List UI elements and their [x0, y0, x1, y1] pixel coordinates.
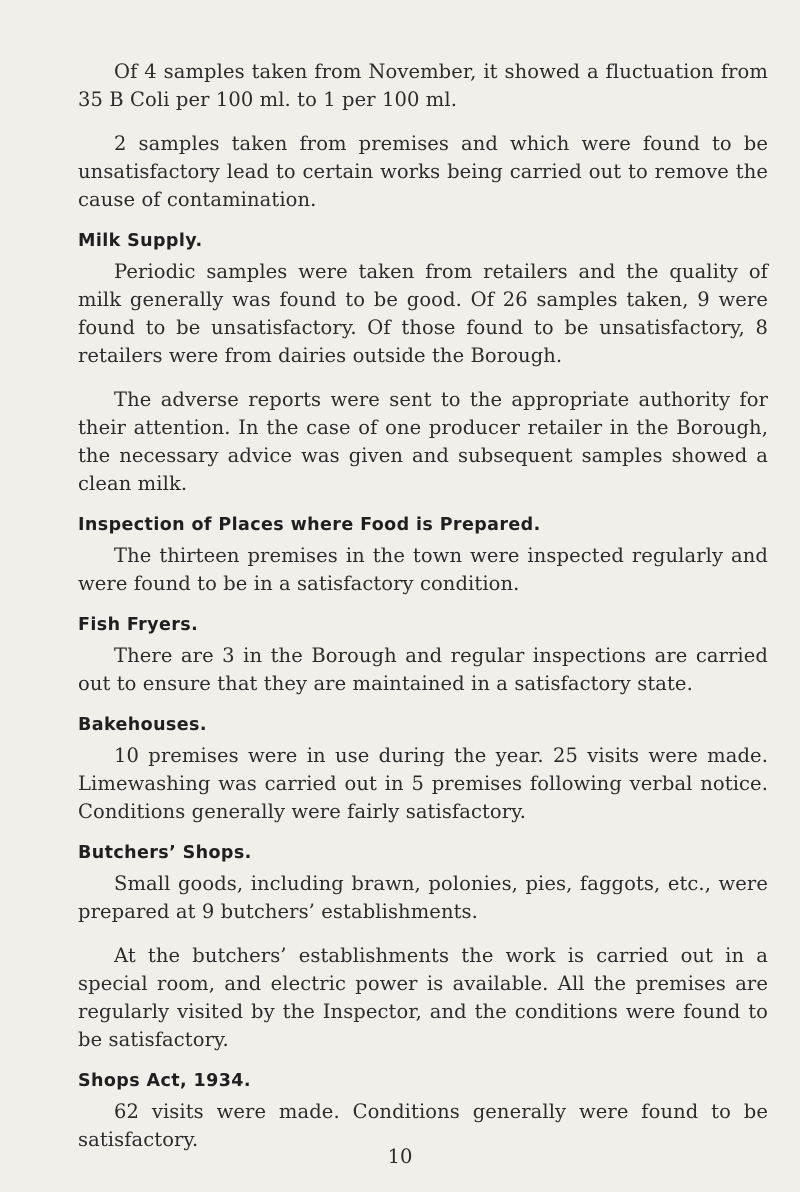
paragraph: 10 premises were in use during the year. 25 visits were made. Limewashing was carried out in 5 premises following verbal notice. Conditions generally were fairly satisfactory.	[78, 744, 768, 823]
paragraph: Small goods, including brawn, polonies, pies, faggots, etc., were prepared at 9 butchers’ establishments.	[78, 872, 768, 923]
section-heading-fish-fryers: Fish Fryers.	[78, 615, 199, 635]
section-heading-milk-supply: Milk Supply.	[78, 231, 203, 251]
paragraph: 2 samples taken from premises and which were found to be unsatisfactory lead to certain works being carried out to remove the cause of contamination.	[78, 132, 768, 211]
section-heading-food-premises: Inspection of Places where Food is Prepared.	[78, 515, 541, 535]
page-body	[78, 58, 768, 1154]
section-heading-shops-act: Shops Act, 1934.	[78, 1071, 251, 1091]
paragraph: At the butchers’ establishments the work is carried out in a special room, and electric power is available. All the premises are regularly visited by the Inspector, and the conditions were found to be satisfactory.	[78, 944, 768, 1051]
paragraph: The thirteen premises in the town were inspected regularly and were found to be in a satisfactory condition.	[78, 544, 768, 595]
section-heading-bakehouses: Bakehouses.	[78, 715, 207, 735]
paragraph: 62 visits were made. Conditions generally were found to be satisfactory.	[78, 1100, 768, 1151]
paragraph: Periodic samples were taken from retailers and the quality of milk generally was found to be good. Of 26 samples taken, 9 were found to be unsatisfactory. Of those found to be unsatisfactory, 8 retailers were from dairies outside the Borough.	[78, 260, 768, 367]
paragraph: There are 3 in the Borough and regular inspections are carried out to ensure that they are maintained in a satisfactory state.	[78, 644, 768, 695]
page-number: 10	[387, 1145, 413, 1168]
paragraph: The adverse reports were sent to the appropriate authority for their attention. In the case of one producer retailer in the Borough, the necessary advice was given and subsequent samples showed a clean milk.	[78, 388, 768, 495]
section-heading-butchers-shops: Butchers’ Shops.	[78, 843, 252, 863]
paragraph: Of 4 samples taken from November, it showed a fluctuation from 35 B Coli per 100 ml. to 1 per 100 ml.	[78, 60, 768, 111]
